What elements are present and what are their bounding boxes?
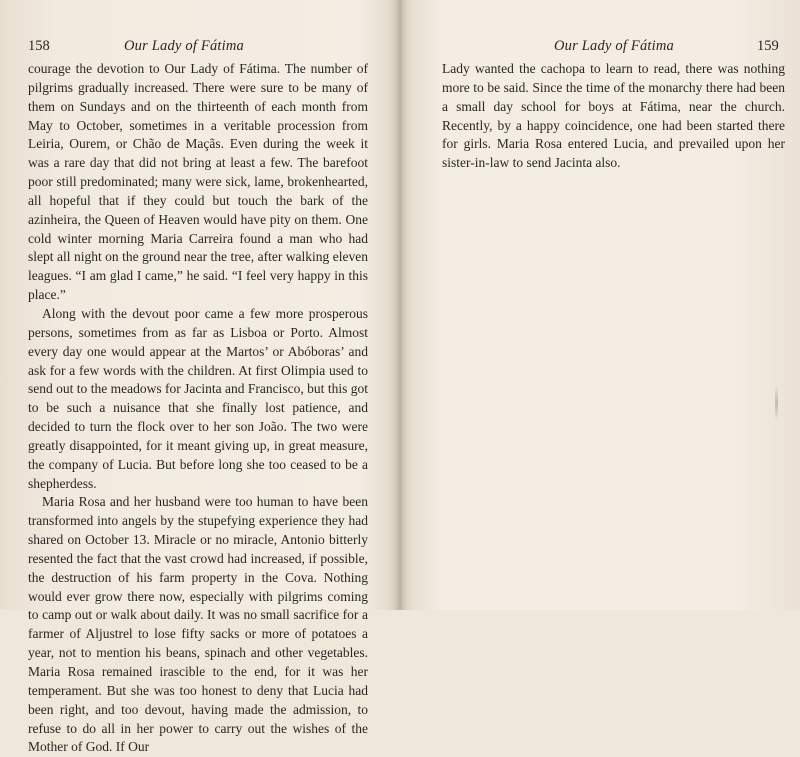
- paragraph: courage the devotion to Our Lady of Fátima. The number of pilgrims gradually increased. There were sure to be many of them on Sundays and on the thirteenth of each month from May to October, sometimes in a veritable procession from Leiria, Ourem, or Chão de Maçãs. Even during the week it was a rare day that did not bring at least a few. The barefoot poor still predominated; many were sick, lame, brokenhearted, all hopeful that if they could but touch the bark of the azinheira, the Queen of Heaven would have pity on them. One cold winter morning Maria Carreira found a man who had slept all night on the ground near the tree, after walking eleven leagues. “I am glad I came,” he said. “I feel very happy in this place.”: [28, 61, 368, 303]
- running-head: Our Lady of Fátima: [124, 38, 245, 54]
- paragraph: Maria Rosa and her husband were too human to have been transformed into angels by the stupefying experience they had shared on October 13. Miracle or no miracle, Antonio bitterly resented the fact that the vast crowd had increased, if possible, the destruction of his farm property in the Cova. Nothing would ever grow there now, especially with pilgrims coming to camp out or walk about daily. It was no small sacrifice for a farmer of Aljustrel to lose fifty sacks or more of potatoes a year, not to mention his beans, spinach and other vegetables. Maria Rosa remained irascible to the end, for it was her temperament. But she was too honest to deny that Lucia had been right, and too devout, having made the admission, to refuse to do all in her power to carry out the wishes of the Mother of God. If Our: [28, 494, 368, 755]
- page-number: 158: [28, 38, 50, 54]
- page-body: [442, 60, 785, 173]
- paragraph: Along with the devout poor came a few more prosperous persons, sometimes from as far as Lisboa or Porto. Almost every day one would appear at the Martos’ or Abóboras’ and ask for a few words with the children. At first Olimpia used to send out to the meadows for Jacinta and Francisco, but this got to be such a nuisance that she finally lost patience, and decided to turn the flock over to her son João. The two were greatly disappointed, for it meant giving up, in great measure, the company of Lucia. But before long she too ceased to be a shepherdess.: [28, 305, 368, 491]
- paragraph: Lady wanted the cachopa to learn to read, there was nothing more to be said. Since the time of the monarchy there had been a small day school for boys at Fátima, near the church. Recently, by a happy coincidence, one had been started there for girls. Maria Rosa entered Lucia, and prevailed upon her sister-in-law to send Jacinta also.: [442, 61, 785, 171]
- page-body: [28, 60, 368, 757]
- left-page: [0, 0, 398, 755]
- right-page: [402, 0, 800, 610]
- running-head: Our Lady of Fátima: [554, 38, 675, 54]
- page-number: 159: [757, 38, 779, 54]
